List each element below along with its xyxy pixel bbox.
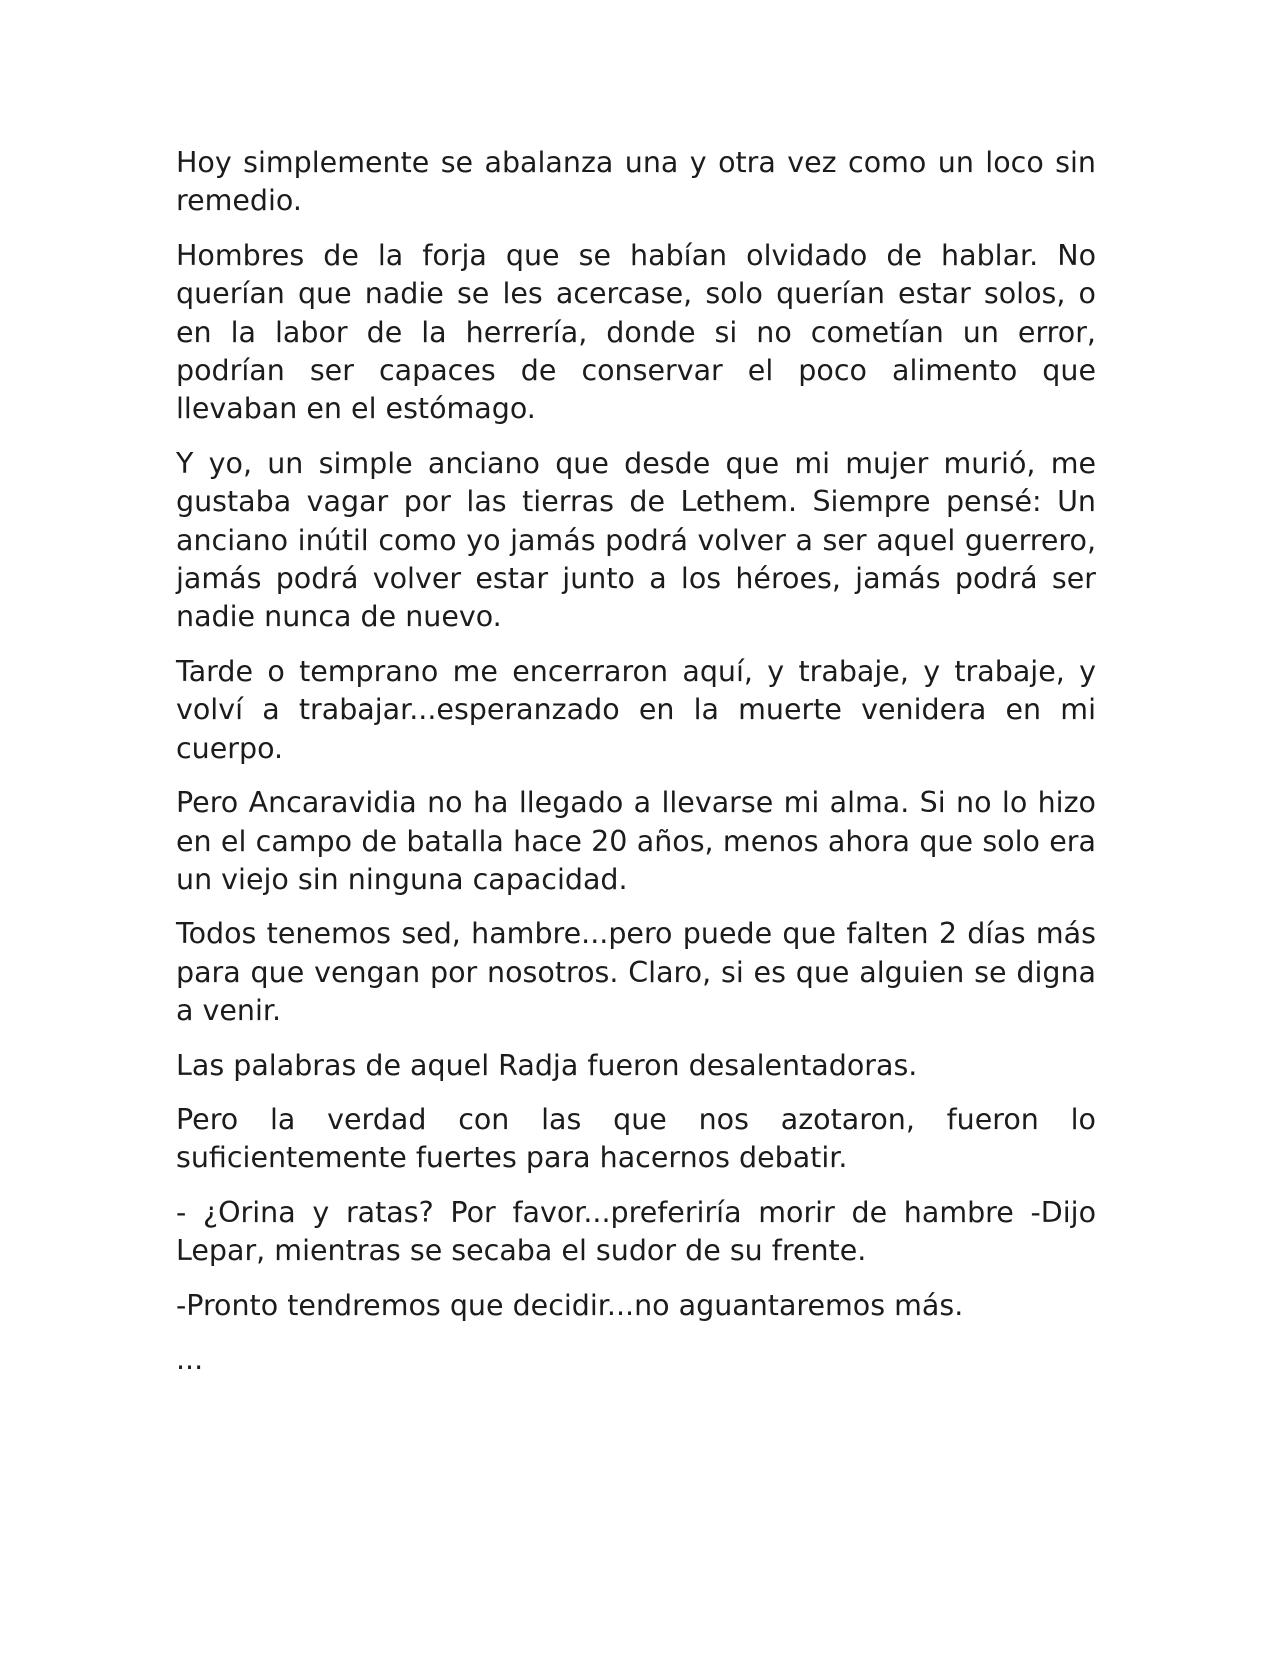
paragraph: Pero Ancaravidia no ha llegado a llevarse mi alma. Si no lo hizo en el campo de batalla hace 20 años, menos ahora que solo era un viejo sin ninguna capacidad.	[176, 786, 1096, 896]
paragraph: Hoy simplemente se abalanza una y otra vez como un loco sin remedio.	[176, 146, 1096, 218]
paragraph: Hombres de la forja que se habían olvidado de hablar. No querían que nadie se les acercase, solo querían estar solos, o en la labor de la herrería, donde si no cometían un error, podrían ser capaces de conservar el poco alimento que llevaban en el estómago.	[176, 238, 1096, 426]
paragraph: Todos tenemos sed, hambre...pero puede que falten 2 días más para que vengan por nosotros. Claro, si es que alguien se digna a venir.	[176, 917, 1096, 1028]
paragraph: Tarde o temprano me encerraron aquí, y trabaje, y trabaje, y volví a trabajar...esperanzado en la muerte venidera en mi cuerpo.	[176, 654, 1096, 765]
ellipsis-line: ...	[176, 1342, 204, 1376]
paragraph: Pero la verdad con las que nos azotaron, fueron lo suficientemente fuertes para hacernos debatir.	[176, 1102, 1096, 1175]
body-text	[176, 144, 1096, 1395]
dialogue-line: -Pronto tendremos que decidir...no aguantaremos más.	[176, 1288, 964, 1322]
dialogue-line: - ¿Orina y ratas? Por favor...preferiría morir de hambre -Dijo Lepar, mientras se secaba el sudor de su frente.	[176, 1195, 1096, 1268]
paragraph: Las palabras de aquel Radja fueron desalentadoras.	[176, 1048, 918, 1082]
paragraph: Y yo, un simple anciano que desde que mi mujer murió, me gustaba vagar por las tierras de Lethem. Siempre pensé: Un anciano inútil como yo jamás podrá volver a ser aquel guerrero, jamás podrá volver estar junto a los héroes, jamás podrá ser nadie nunca de nuevo.	[176, 446, 1096, 634]
